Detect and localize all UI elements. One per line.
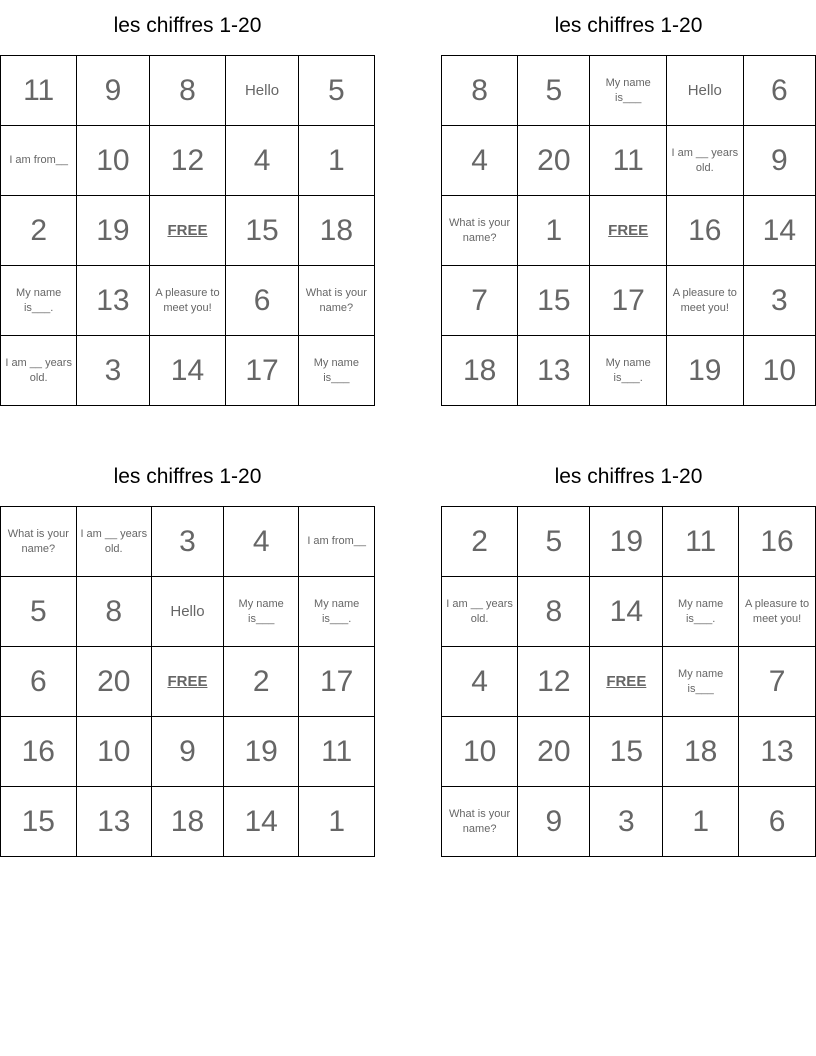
bingo-cell: 14	[149, 336, 226, 406]
bingo-cell: 13	[518, 336, 590, 406]
bingo-cell: My name is___	[663, 647, 739, 717]
bingo-cell: What is your name?	[442, 196, 518, 266]
bingo-cell: FREE	[151, 647, 223, 717]
bingo-cell: 6	[743, 56, 815, 126]
bingo-cell: Hello	[666, 56, 743, 126]
bingo-cell: 3	[151, 507, 223, 577]
bingo-row	[1, 787, 375, 857]
bingo-row	[442, 577, 816, 647]
bingo-cell: 11	[1, 56, 77, 126]
bingo-cell: FREE	[590, 196, 666, 266]
bingo-cell: 13	[76, 787, 151, 857]
card-title: les chiffres 1-20	[113, 465, 262, 488]
bingo-cell: 17	[299, 647, 375, 717]
bingo-card-4	[441, 451, 816, 861]
bingo-cell: 18	[442, 336, 518, 406]
bingo-grid	[0, 506, 375, 857]
bingo-cell: A pleasure to meet you!	[149, 266, 226, 336]
bingo-row	[1, 507, 375, 577]
bingo-row	[1, 266, 375, 336]
bingo-cell: My name is___.	[299, 577, 375, 647]
bingo-cell: 1	[299, 787, 375, 857]
bingo-row	[1, 647, 375, 717]
bingo-cell: 5	[298, 56, 374, 126]
bingo-row	[442, 787, 816, 857]
bingo-cell: 9	[77, 56, 149, 126]
bingo-row	[442, 56, 816, 126]
bingo-row	[1, 126, 375, 196]
bingo-cell: My name is___.	[1, 266, 77, 336]
bingo-cell: My name is___.	[663, 577, 739, 647]
bingo-cell: 17	[590, 266, 666, 336]
bingo-cell: 16	[666, 196, 743, 266]
bingo-cell: 18	[663, 717, 739, 787]
bingo-cell: 3	[743, 266, 815, 336]
bingo-cell: 5	[1, 577, 77, 647]
bingo-cell: 16	[1, 717, 77, 787]
bingo-cell: 17	[226, 336, 298, 406]
bingo-cell: 14	[590, 577, 663, 647]
bingo-cell: What is your name?	[442, 787, 518, 857]
bingo-cell: 13	[739, 717, 816, 787]
bingo-cell: 15	[1, 787, 77, 857]
bingo-cell: FREE	[149, 196, 226, 266]
bingo-cell: 9	[518, 787, 590, 857]
bingo-cell: 11	[663, 507, 739, 577]
bingo-card-2	[441, 0, 816, 410]
bingo-row	[442, 336, 816, 406]
bingo-cell: 5	[518, 507, 590, 577]
bingo-cell: 8	[518, 577, 590, 647]
bingo-row	[442, 266, 816, 336]
bingo-cell: 8	[149, 56, 226, 126]
bingo-cell: 4	[224, 507, 299, 577]
bingo-cell: I am __ years old.	[1, 336, 77, 406]
bingo-cell: 11	[590, 126, 666, 196]
bingo-card-1	[0, 0, 375, 410]
bingo-cell: 6	[739, 787, 816, 857]
bingo-row	[442, 196, 816, 266]
bingo-grid	[0, 55, 375, 406]
bingo-cell: 2	[1, 196, 77, 266]
bingo-row	[1, 56, 375, 126]
bingo-cell: 18	[151, 787, 223, 857]
bingo-cell: A pleasure to meet you!	[739, 577, 816, 647]
bingo-cell: 15	[590, 717, 663, 787]
bingo-cell: 10	[76, 717, 151, 787]
bingo-cell: 7	[442, 266, 518, 336]
bingo-cell: 6	[1, 647, 77, 717]
bingo-cell: 1	[298, 126, 374, 196]
bingo-row	[1, 336, 375, 406]
bingo-cell: 10	[743, 336, 815, 406]
bingo-row	[1, 717, 375, 787]
bingo-cell: 8	[76, 577, 151, 647]
bingo-cell: I am __ years old.	[666, 126, 743, 196]
bingo-cell: 1	[663, 787, 739, 857]
bingo-cell: 2	[442, 507, 518, 577]
bingo-cell: What is your name?	[298, 266, 374, 336]
bingo-cell: 11	[299, 717, 375, 787]
bingo-row	[1, 577, 375, 647]
bingo-cell: 4	[442, 647, 518, 717]
bingo-cell: FREE	[590, 647, 663, 717]
bingo-cell: 14	[224, 787, 299, 857]
bingo-row	[1, 196, 375, 266]
bingo-cell: I am from__	[1, 126, 77, 196]
bingo-cell: 19	[77, 196, 149, 266]
bingo-cell: 1	[518, 196, 590, 266]
bingo-cell: 15	[518, 266, 590, 336]
bingo-cell: 20	[76, 647, 151, 717]
bingo-cell: 20	[518, 126, 590, 196]
bingo-cell: My name is___	[298, 336, 374, 406]
card-title: les chiffres 1-20	[554, 465, 703, 488]
bingo-cell: My name is___.	[590, 336, 666, 406]
bingo-row	[442, 126, 816, 196]
bingo-cell: 15	[226, 196, 298, 266]
bingo-cell: What is your name?	[1, 507, 77, 577]
bingo-cell: 19	[590, 507, 663, 577]
bingo-cell: My name is___	[590, 56, 666, 126]
bingo-grid	[441, 55, 816, 406]
bingo-cell: 12	[149, 126, 226, 196]
bingo-cell: 6	[226, 266, 298, 336]
bingo-cell: My name is___	[224, 577, 299, 647]
bingo-cell: 7	[739, 647, 816, 717]
card-title: les chiffres 1-20	[113, 14, 262, 37]
bingo-cell: 19	[666, 336, 743, 406]
bingo-cell: 8	[442, 56, 518, 126]
bingo-row	[442, 507, 816, 577]
bingo-cell: Hello	[226, 56, 298, 126]
bingo-cell: I am __ years old.	[76, 507, 151, 577]
bingo-cell: 19	[224, 717, 299, 787]
bingo-cell: 5	[518, 56, 590, 126]
bingo-cell: 9	[151, 717, 223, 787]
bingo-cell: 18	[298, 196, 374, 266]
bingo-cell: I am __ years old.	[442, 577, 518, 647]
bingo-row	[442, 717, 816, 787]
bingo-cell: 4	[226, 126, 298, 196]
bingo-cell: 20	[518, 717, 590, 787]
bingo-cell: 2	[224, 647, 299, 717]
bingo-cell: 3	[77, 336, 149, 406]
bingo-cell: 10	[77, 126, 149, 196]
bingo-cell: 9	[743, 126, 815, 196]
bingo-cell: 10	[442, 717, 518, 787]
bingo-cell: Hello	[151, 577, 223, 647]
bingo-cell: 13	[77, 266, 149, 336]
bingo-cell: 3	[590, 787, 663, 857]
bingo-grid	[441, 506, 816, 857]
bingo-cell: A pleasure to meet you!	[666, 266, 743, 336]
bingo-cell: 16	[739, 507, 816, 577]
bingo-cell: I am from__	[299, 507, 375, 577]
bingo-row	[442, 647, 816, 717]
bingo-card-3	[0, 451, 375, 861]
bingo-cell: 4	[442, 126, 518, 196]
bingo-cell: 14	[743, 196, 815, 266]
card-title: les chiffres 1-20	[554, 14, 703, 37]
bingo-cell: 12	[518, 647, 590, 717]
